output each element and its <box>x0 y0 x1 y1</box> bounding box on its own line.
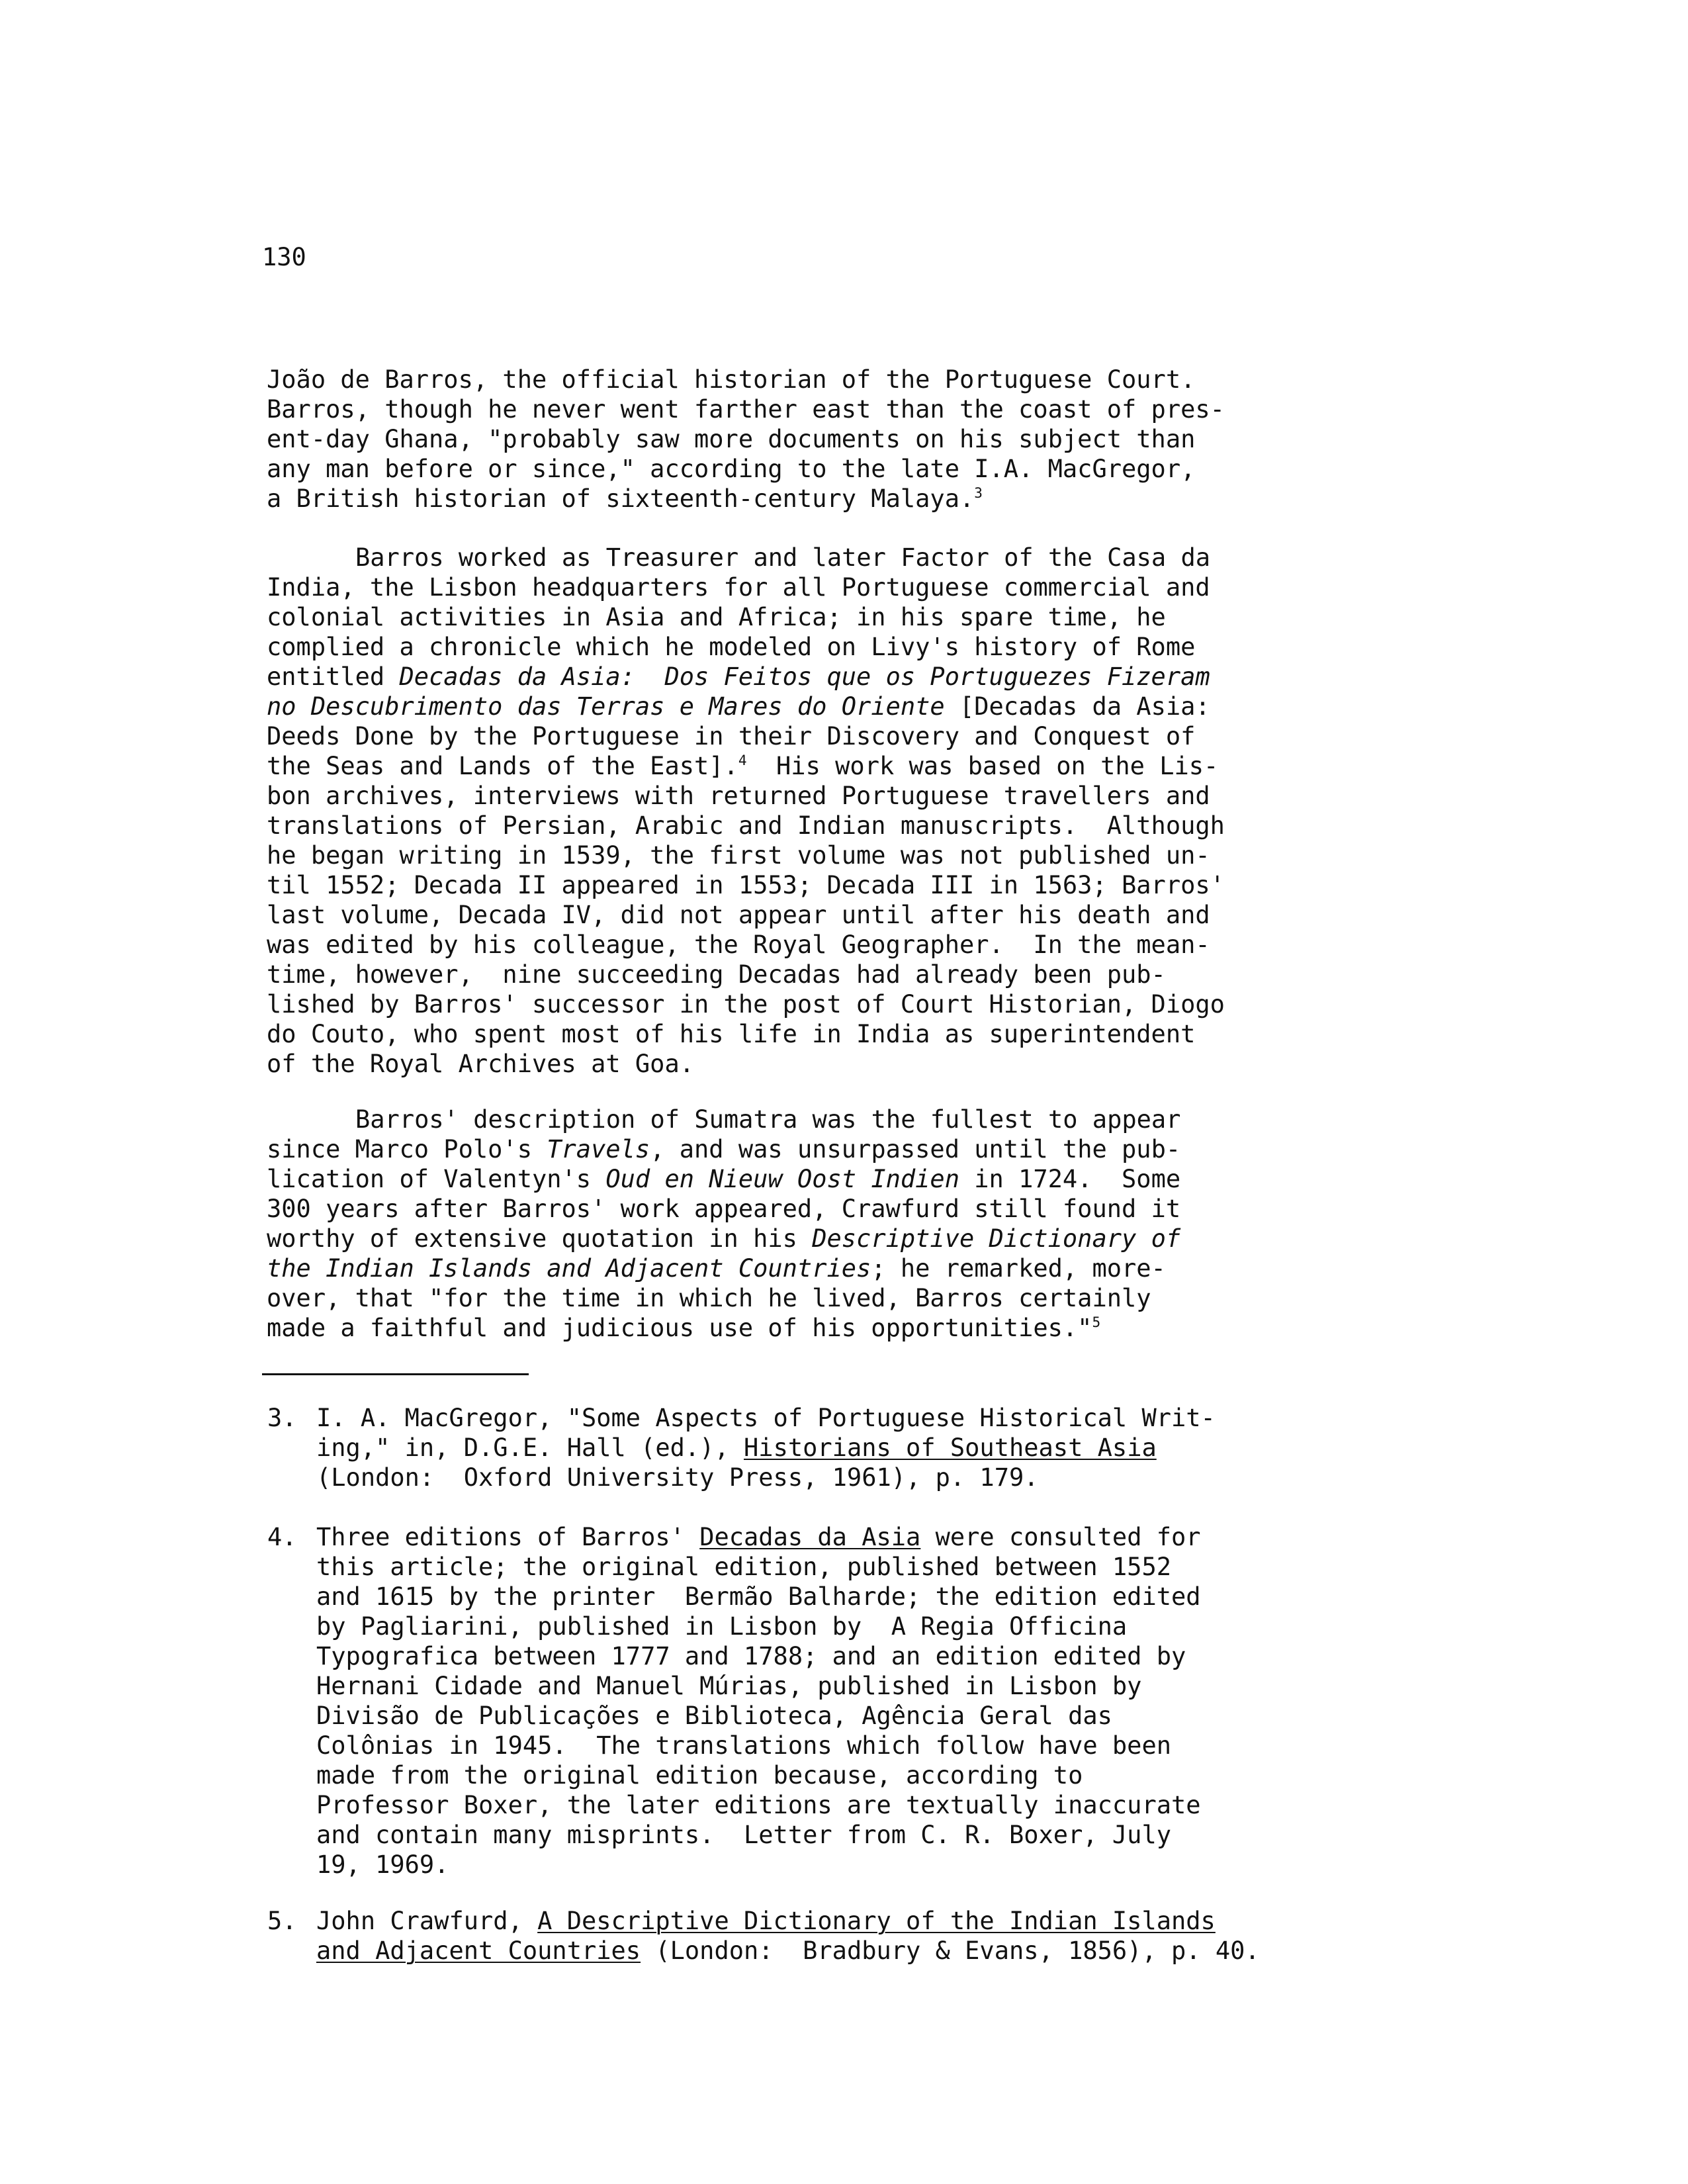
text-line <box>316 1522 1472 1552</box>
italic-title: the Indian Islands and Adjacent Countries <box>267 1254 871 1283</box>
text-line: ent-day Ghana, "probably saw more documents on his subject than <box>267 425 1196 453</box>
text-line: Professor Boxer, the later editions are textually inaccurate <box>316 1791 1201 1819</box>
text-fragment: John Crawfurd, <box>316 1907 538 1935</box>
footnote-number: 3. <box>267 1404 297 1432</box>
text-line: was edited by his colleague, the Royal Geographer. In the mean- <box>267 931 1210 959</box>
text-line <box>267 1164 1497 1194</box>
text-line: I. A. MacGregor, "Some Aspects of Portuguese Historical Writ- <box>316 1404 1216 1432</box>
footnote-ref-3: 3 <box>974 485 983 501</box>
text-line <box>316 1936 1472 1966</box>
text-line <box>267 484 1497 514</box>
text-line: complied a chronicle which he modeled on Livy's history of Rome <box>267 633 1196 661</box>
text-fragment: Three editions of Barros' <box>316 1523 700 1551</box>
text-line: by Pagliarini, published in Lisbon by A Regia Officina <box>316 1612 1128 1641</box>
text-line: til 1552; Decada II appeared in 1553; Decada III in 1563; Barros' <box>267 871 1225 899</box>
italic-title: Travels <box>547 1135 650 1163</box>
text-fragment: were consulted for <box>920 1523 1201 1551</box>
text-line: Hernani Cidade and Manuel Múrias, published in Lisbon by <box>316 1672 1142 1700</box>
footnote-number: 5. <box>267 1907 297 1935</box>
text-line: last volume, Decada IV, did not appear until after his death and <box>267 901 1210 929</box>
underlined-title: Decadas da Asia <box>699 1523 921 1551</box>
text-line: this article; the original edition, published between 1552 <box>316 1553 1172 1581</box>
text-line: Barros, though he never went farther east than the coast of pres- <box>267 395 1225 424</box>
footnote-ref-5: 5 <box>1092 1314 1101 1330</box>
text-line: 19, 1969. <box>316 1850 449 1879</box>
footnote-number: 4. <box>267 1523 297 1551</box>
text-line: translations of Persian, Arabic and Indian manuscripts. Although <box>267 811 1225 840</box>
text-line <box>267 692 1497 721</box>
footnote-4 <box>267 1522 1472 1880</box>
underlined-title: and Adjacent Countries <box>316 1936 641 1965</box>
text-fragment: entitled <box>267 662 400 691</box>
italic-title: Descriptive Dictionary of <box>812 1224 1181 1253</box>
text-line: over, that "for the time in which he lived, Barros certainly <box>267 1284 1151 1312</box>
text-line: do Couto, who spent most of his life in India as superintendent <box>267 1020 1196 1048</box>
italic-title: Decadas da Asia: Dos Feitos que os Portuguezes Fizeram <box>399 662 1210 691</box>
text-fragment: ing," in, D.G.E. Hall (ed.), <box>316 1433 744 1462</box>
text-line <box>267 1313 1497 1343</box>
text-line: Deeds Done by the Portuguese in their Discovery and Conquest of <box>267 722 1196 751</box>
text-fragment: a British historian of sixteenth-century Malaya. <box>267 484 975 513</box>
text-line: and contain many misprints. Letter from C. R. Boxer, July <box>316 1821 1172 1849</box>
text-line: Barros worked as Treasurer and later Factor of the Casa da <box>355 543 1211 572</box>
text-line <box>316 1906 1472 1936</box>
text-fragment: lication of Valentyn's <box>267 1165 606 1193</box>
text-line: and 1615 by the printer Bermão Balharde; the edition edited <box>316 1582 1201 1611</box>
text-line: India, the Lisbon headquarters for all Portuguese commercial and <box>267 573 1210 602</box>
underlined-title: Historians of Southeast Asia <box>744 1433 1157 1462</box>
paragraph-3 <box>267 1105 1497 1343</box>
text-line: any man before or since," according to the late I.A. MacGregor, <box>267 455 1196 483</box>
paragraph-2 <box>267 543 1497 1079</box>
footnote-5 <box>267 1906 1472 1966</box>
text-line: Divisão de Publicações e Biblioteca, Agência Geral das <box>316 1702 1112 1730</box>
underlined-title: A Descriptive Dictionary of the Indian Islands <box>537 1907 1216 1935</box>
text-line <box>267 1224 1497 1253</box>
footnote-3 <box>267 1403 1472 1492</box>
text-line: time, however, nine succeeding Decadas had already been pub- <box>267 960 1166 989</box>
text-line <box>267 662 1497 692</box>
text-fragment: ; he remarked, more- <box>871 1254 1166 1283</box>
footnote-ref-4: 4 <box>738 752 747 768</box>
text-line: bon archives, interviews with returned Portuguese travellers and <box>267 782 1210 810</box>
text-line <box>316 1433 1472 1463</box>
text-line: Barros' description of Sumatra was the fullest to appear <box>355 1105 1181 1134</box>
text-line: colonial activities in Asia and Africa; in his spare time, he <box>267 603 1166 631</box>
text-line: 300 years after Barros' work appeared, Crawfurd still found it <box>267 1195 1181 1223</box>
text-line: João de Barros, the official historian of the Portuguese Court. <box>267 365 1196 394</box>
text-line: Colônias in 1945. The translations which follow have been <box>316 1731 1172 1760</box>
text-line: Typografica between 1777 and 1788; and an edition edited by <box>316 1642 1186 1670</box>
text-line: made from the original edition because, according to <box>316 1761 1083 1790</box>
text-fragment: made a faithful and judicious use of his opportunities." <box>267 1314 1092 1342</box>
text-fragment: in 1724. Some <box>959 1165 1181 1193</box>
text-fragment: since Marco Polo's <box>267 1135 547 1163</box>
text-fragment: His work was based on the Lis- <box>746 752 1219 780</box>
page-number: 130 <box>262 243 306 271</box>
text-fragment: (London: Bradbury & Evans, 1856), p. 40. <box>641 1936 1260 1965</box>
text-fragment: the Seas and Lands of the East]. <box>267 752 738 780</box>
text-line <box>267 1253 1497 1283</box>
text-line: (London: Oxford University Press, 1961), p. 179. <box>316 1463 1039 1492</box>
text-line <box>267 1134 1497 1164</box>
italic-title: Oud en Nieuw Oost Indien <box>605 1165 959 1193</box>
text-fragment: [Decadas da Asia: <box>944 692 1210 721</box>
text-line: of the Royal Archives at Goa. <box>267 1050 695 1078</box>
paragraph-1 <box>267 365 1497 514</box>
footnote-divider <box>262 1373 529 1375</box>
text-line: lished by Barros' successor in the post of Court Historian, Diogo <box>267 990 1225 1019</box>
text-fragment: , and was unsurpassed until the pub- <box>650 1135 1181 1163</box>
italic-title: no Descubrimento das Terras e Mares do Oriente <box>267 692 945 721</box>
text-line <box>267 751 1497 781</box>
text-line: he began writing in 1539, the first volume was not published un- <box>267 841 1210 870</box>
text-fragment: worthy of extensive quotation in his <box>267 1224 813 1253</box>
